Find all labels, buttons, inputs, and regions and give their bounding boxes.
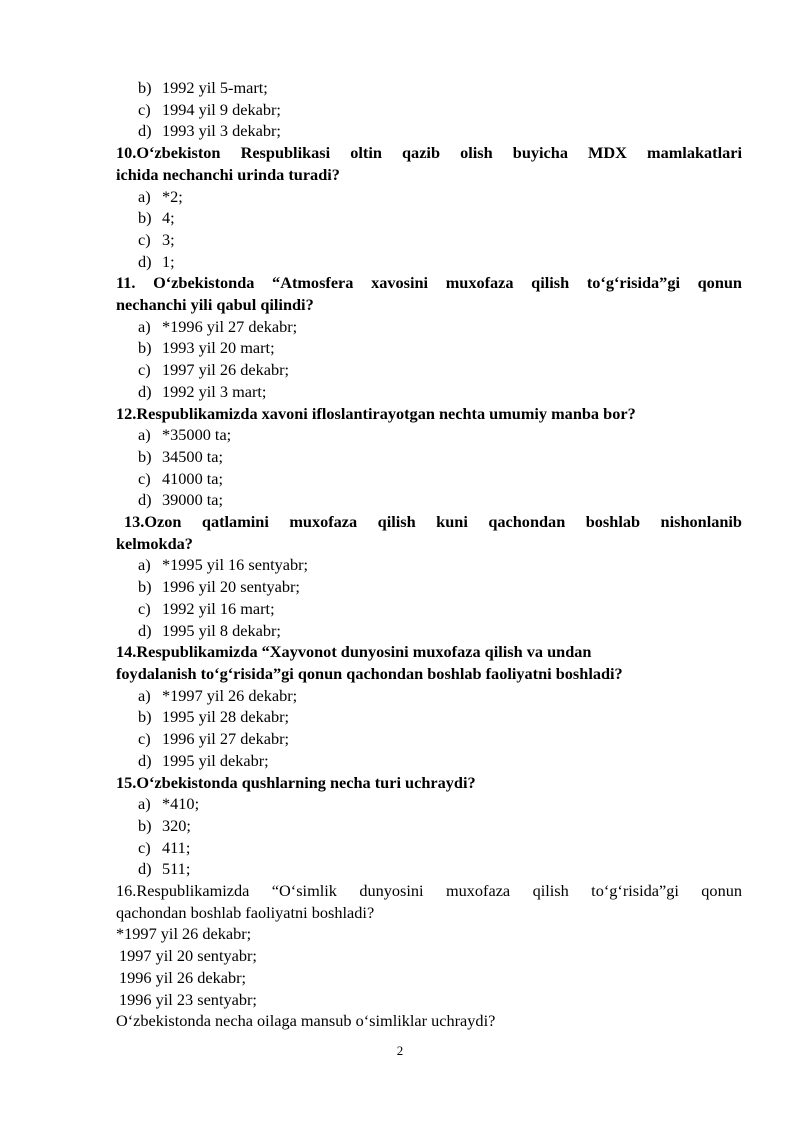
option-text: 1993 yil 3 dekabr; [162,121,281,141]
option-text: 1996 yil 20 sentyabr; [162,577,300,597]
option-letter: a) [138,186,151,206]
option-letter: d) [138,251,152,271]
answer-option [116,99,742,121]
option-text: *1996 yil 27 dekabr; [162,316,298,336]
option-text: 41000 ta; [162,468,224,488]
answer-option [116,207,742,229]
question-text-line: 11. O‘zbekistonda “Atmosfera xavosini muxofaza qilish to‘g‘risida”gi qonun [116,273,742,293]
option-letter: a) [138,794,151,814]
answer-option [116,576,742,598]
plain-text-line: 1996 yil 26 dekabr; [119,967,247,987]
option-letter: d) [138,620,152,640]
answer-option [116,858,742,880]
option-letter: b) [138,208,152,228]
option-text: 1995 yil 28 dekabr; [162,707,290,727]
option-text: 1; [162,251,175,271]
question-text-line: foydalanish to‘g‘risida”gi qonun qachondan boshlab faoliyatni boshladi? [116,663,623,683]
option-letter: b) [138,577,152,597]
answer-option [116,706,742,728]
option-text: 1992 yil 3 mart; [162,381,267,401]
answer-option [116,598,742,620]
option-text: *410; [162,794,200,814]
option-letter: c) [138,99,151,119]
option-text: 1995 yil 8 dekabr; [162,620,281,640]
option-text: *2; [162,186,183,206]
answer-option [116,554,742,576]
option-text: 411; [162,837,191,857]
question-text-line: ichida nechanchi urinda turadi? [116,164,340,184]
answer-option [116,728,742,750]
option-letter: c) [138,468,151,488]
option-letter: d) [138,490,152,510]
option-letter: b) [138,446,152,466]
option-letter: a) [138,316,151,336]
question [116,403,742,425]
page-number: 2 [396,1043,404,1058]
option-text: *1997 yil 26 dekabr; [162,685,298,705]
answer-option [116,750,742,772]
answer-option [116,446,742,468]
option-letter: a) [138,555,151,575]
option-text: 1996 yil 27 dekabr; [162,729,290,749]
answer-option [116,793,742,815]
option-text: 511; [162,859,191,879]
option-text: 1992 yil 16 mart; [162,598,275,618]
option-text: 320; [162,815,191,835]
option-text: *1995 yil 16 sentyabr; [162,555,309,575]
question-list [116,77,742,1032]
question [116,272,742,315]
option-letter: d) [138,121,152,141]
option-letter: c) [138,729,151,749]
plain-text-line: 1997 yil 20 sentyabr; [119,946,257,966]
option-letter: b) [138,78,152,97]
option-text: 1995 yil dekabr; [162,750,269,770]
question [116,511,742,554]
option-letter: d) [138,381,152,401]
option-letter: d) [138,859,152,879]
answer-option [116,229,742,251]
option-text: *35000 ta; [162,425,232,445]
option-letter: c) [138,229,151,249]
option-text: 3; [162,229,175,249]
question [116,880,742,923]
answer-option [116,620,742,642]
answer-option [116,468,742,490]
question-text-line: qachondan boshlab faoliyatni boshladi? [116,902,375,922]
option-letter: c) [138,837,151,857]
answer-option [116,424,742,446]
option-text: 34500 ta; [162,446,224,466]
option-letter: a) [138,685,151,705]
answer-option [116,489,742,511]
question-text-line: nechanchi yili qabul qilindi? [116,295,314,315]
question-text-line: 14.Respublikamizda “Xayvonot dunyosini muxofaza qilish va undan [116,642,592,662]
option-letter: b) [138,707,152,727]
question [116,641,742,684]
option-text: 39000 ta; [162,490,224,510]
question [116,772,742,794]
answer-option [116,381,742,403]
question-text-line: 10.O‘zbekiston Respublikasi oltin qazib olish buyicha MDX mamlakatlari [116,143,742,163]
option-letter: a) [138,425,151,445]
option-text: 1992 yil 5-mart; [162,78,268,97]
answer-option [116,685,742,707]
option-letter: c) [138,360,151,380]
question-text-line: 15.O‘zbekistonda qushlarning necha turi uchraydi? [116,772,476,792]
option-text: 4; [162,208,175,228]
option-text: 1994 yil 9 dekabr; [162,99,281,119]
answer-option [116,837,742,859]
answer-option [116,337,742,359]
answer-option [116,186,742,208]
question-text-line: 16.Respublikamizda “O‘simlik dunyosini muxofaza qilish to‘g‘risida”gi qonun [116,881,742,901]
answer-option [116,815,742,837]
plain-text-line: 1996 yil 23 sentyabr; [119,989,257,1009]
question-text-line: 12.Respublikamizda xavoni ifloslantirayotgan nechta umumiy manba bor? [116,403,636,423]
answer-option [116,251,742,273]
answer-option [116,316,742,338]
option-text: 1997 yil 26 dekabr; [162,360,290,380]
option-letter: b) [138,338,152,358]
question [116,142,742,185]
answer-option [116,77,742,99]
answer-option [116,120,742,142]
plain-text-line: O‘zbekistonda necha oilaga mansub o‘simliklar uchraydi? [116,1011,496,1031]
option-letter: c) [138,598,151,618]
option-letter: b) [138,815,152,835]
option-letter: d) [138,750,152,770]
plain-text-line: *1997 yil 26 dekabr; [116,924,252,944]
option-text: 1993 yil 20 mart; [162,338,275,358]
question-text-line: 13.Ozon qatlamini muxofaza qilish kuni qachondan boshlab nishonlanib [124,512,742,532]
question-text-line: kelmokda? [116,533,193,553]
answer-option [116,359,742,381]
